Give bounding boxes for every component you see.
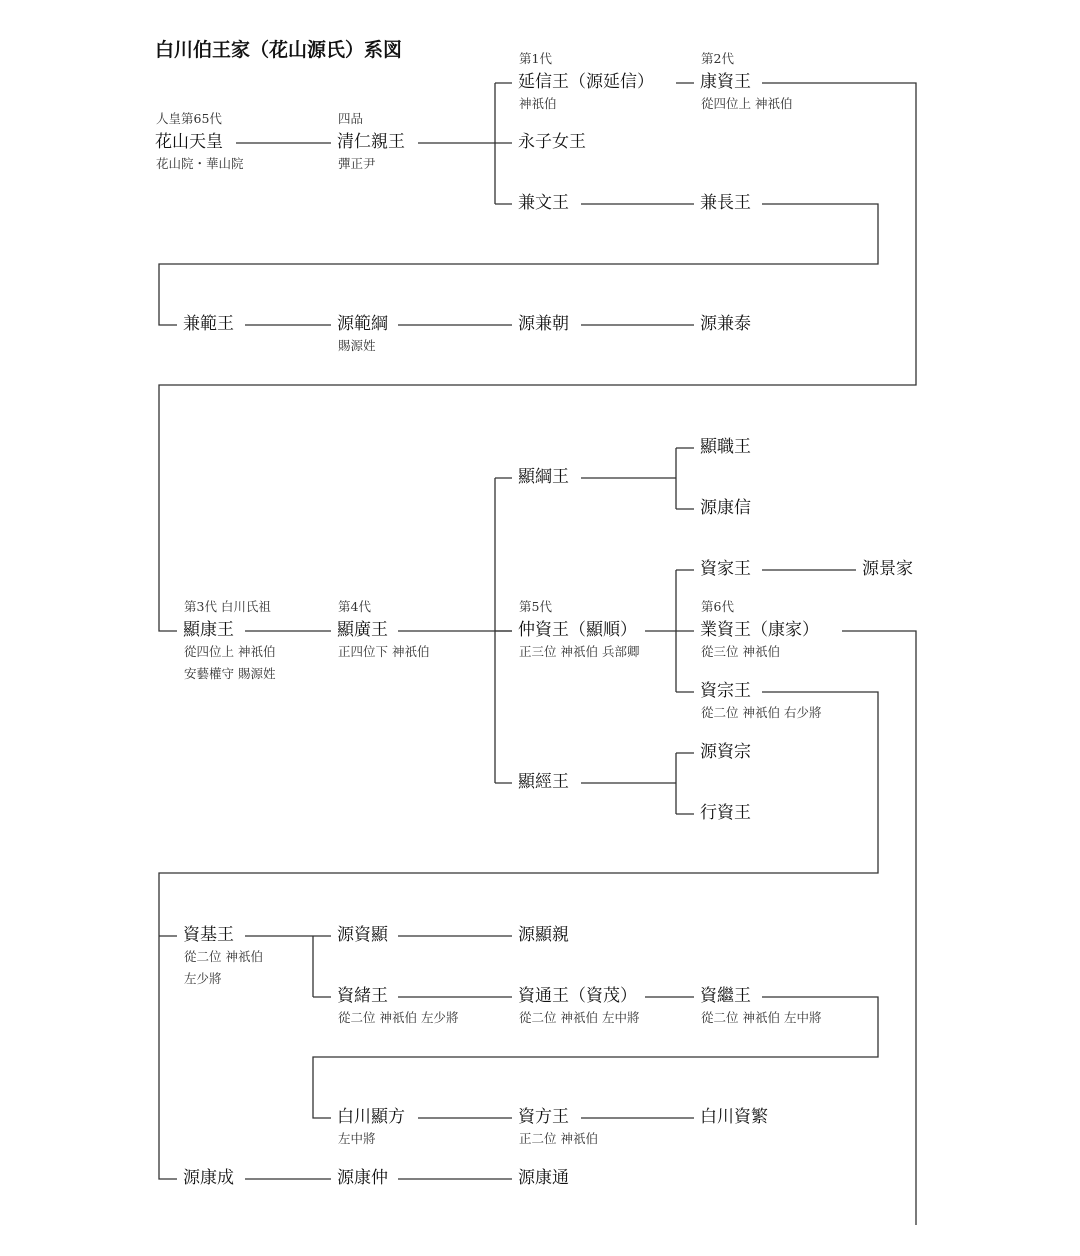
rank-note-sukekata: 正二位 神祇伯 xyxy=(519,1131,598,1146)
rank-note-kiyohito: 彈正尹 xyxy=(338,156,376,171)
rank-note-akiyasu: 從四位上 神祇伯 xyxy=(184,644,276,659)
person-name-minamoto_kaneyasu: 源兼泰 xyxy=(700,314,751,334)
person-name-sukekata: 資方王 xyxy=(518,1107,569,1127)
person-name-shirakawa_sukeshige: 白川資繁 xyxy=(700,1107,768,1127)
person-name-akiyasu: 顯康王 xyxy=(183,620,234,640)
person-name-kazan: 花山天皇 xyxy=(155,132,223,152)
person-name-suketsugu: 資繼王 xyxy=(700,986,751,1006)
person-name-kanefumi: 兼文王 xyxy=(518,193,569,213)
person-name-nobumune: 延信王（源延信） xyxy=(518,72,654,92)
lineage-connector xyxy=(842,631,916,1225)
rank-note-akiyasu: 安藝權守 賜源姓 xyxy=(184,666,276,681)
person-name-kanenaga: 兼長王 xyxy=(700,193,751,213)
person-name-sukeie: 資家王 xyxy=(700,559,751,579)
lineage-connector xyxy=(159,204,878,325)
generation-label-narisuke: 第6代 xyxy=(701,599,734,614)
rank-note-nobumune: 神祇伯 xyxy=(519,96,557,111)
rank-note-akihiro: 正四位下 神祇伯 xyxy=(338,644,430,659)
rank-note-suketsugu: 從二位 神祇伯 左中將 xyxy=(701,1010,822,1025)
person-name-kiyohito: 清仁親王 xyxy=(337,132,405,152)
person-name-narisuke: 業資王（康家） xyxy=(700,620,819,640)
person-name-akihiro: 顯廣王 xyxy=(337,620,388,640)
generation-label-akihiro: 第4代 xyxy=(338,599,371,614)
rank-note-sukemichi: 從二位 神祇伯 左中將 xyxy=(519,1010,640,1025)
person-name-sukemune: 資宗王 xyxy=(700,681,751,701)
person-name-yukisuke: 行資王 xyxy=(700,803,751,823)
person-name-minamoto_yasumichi: 源康通 xyxy=(518,1168,569,1188)
person-name-akitsuna: 顯綱王 xyxy=(518,467,569,487)
rank-note-narisuke: 從三位 神祇伯 xyxy=(701,644,780,659)
rank-note-kazan: 花山院・華山院 xyxy=(156,156,244,171)
person-name-minamoto_sukemune: 源資宗 xyxy=(700,742,751,762)
rank-note-nakasuke: 正三位 神祇伯 兵部卿 xyxy=(519,644,640,659)
rank-note-shirakawa_akikata: 左中將 xyxy=(338,1131,376,1146)
person-name-minamoto_kageie: 源景家 xyxy=(862,559,913,579)
person-name-sukemoto: 資基王 xyxy=(183,925,234,945)
person-name-minamoto_yasunobu: 源康信 xyxy=(700,498,751,518)
rank-note-sukemoto: 從二位 神祇伯 xyxy=(184,949,263,964)
person-name-shirakawa_akikata: 白川顯方 xyxy=(337,1107,405,1127)
rank-note-minamoto_noritsuna: 賜源姓 xyxy=(338,338,376,353)
person-name-minamoto_akichika: 源顯親 xyxy=(518,925,569,945)
person-name-yasusuke1: 康資王 xyxy=(700,72,751,92)
person-name-kanenori: 兼範王 xyxy=(183,314,234,334)
person-name-eiko: 永子女王 xyxy=(518,132,586,152)
person-name-sukemichi: 資通王（資茂） xyxy=(518,986,637,1006)
person-name-minamoto_noritsuna: 源範綱 xyxy=(337,314,388,334)
generation-label-nakasuke: 第5代 xyxy=(519,599,552,614)
generation-label-akiyasu: 第3代 白川氏祖 xyxy=(184,599,271,614)
person-name-nakasuke: 仲資王（顯順） xyxy=(518,620,637,640)
rank-note-yasusuke1: 從四位上 神祇伯 xyxy=(701,96,793,111)
chart-title: 白川伯王家（花山源氏）系図 xyxy=(155,39,403,61)
person-name-minamoto_sukeaki: 源資顯 xyxy=(337,925,388,945)
rank-note-sukeo: 從二位 神祇伯 左少將 xyxy=(338,1010,459,1025)
generation-label-kazan: 人皇第65代 xyxy=(156,111,222,126)
person-name-minamoto_yasunaka: 源康仲 xyxy=(337,1168,388,1188)
generation-label-kiyohito: 四品 xyxy=(338,111,364,126)
generation-label-yasusuke1: 第2代 xyxy=(701,51,734,66)
lineage-connector xyxy=(159,83,916,631)
person-name-akimoto: 顯職王 xyxy=(700,437,751,457)
rank-note-sukemoto: 左少將 xyxy=(184,971,222,986)
rank-note-sukemune: 從二位 神祇伯 右少將 xyxy=(701,705,822,720)
person-name-akitsune: 顯經王 xyxy=(518,772,569,792)
person-name-minamoto_yasunari: 源康成 xyxy=(183,1168,234,1188)
generation-label-nobumune: 第1代 xyxy=(519,51,552,66)
person-name-minamoto_kanetomo: 源兼朝 xyxy=(518,314,569,334)
person-name-sukeo: 資緒王 xyxy=(337,986,388,1006)
